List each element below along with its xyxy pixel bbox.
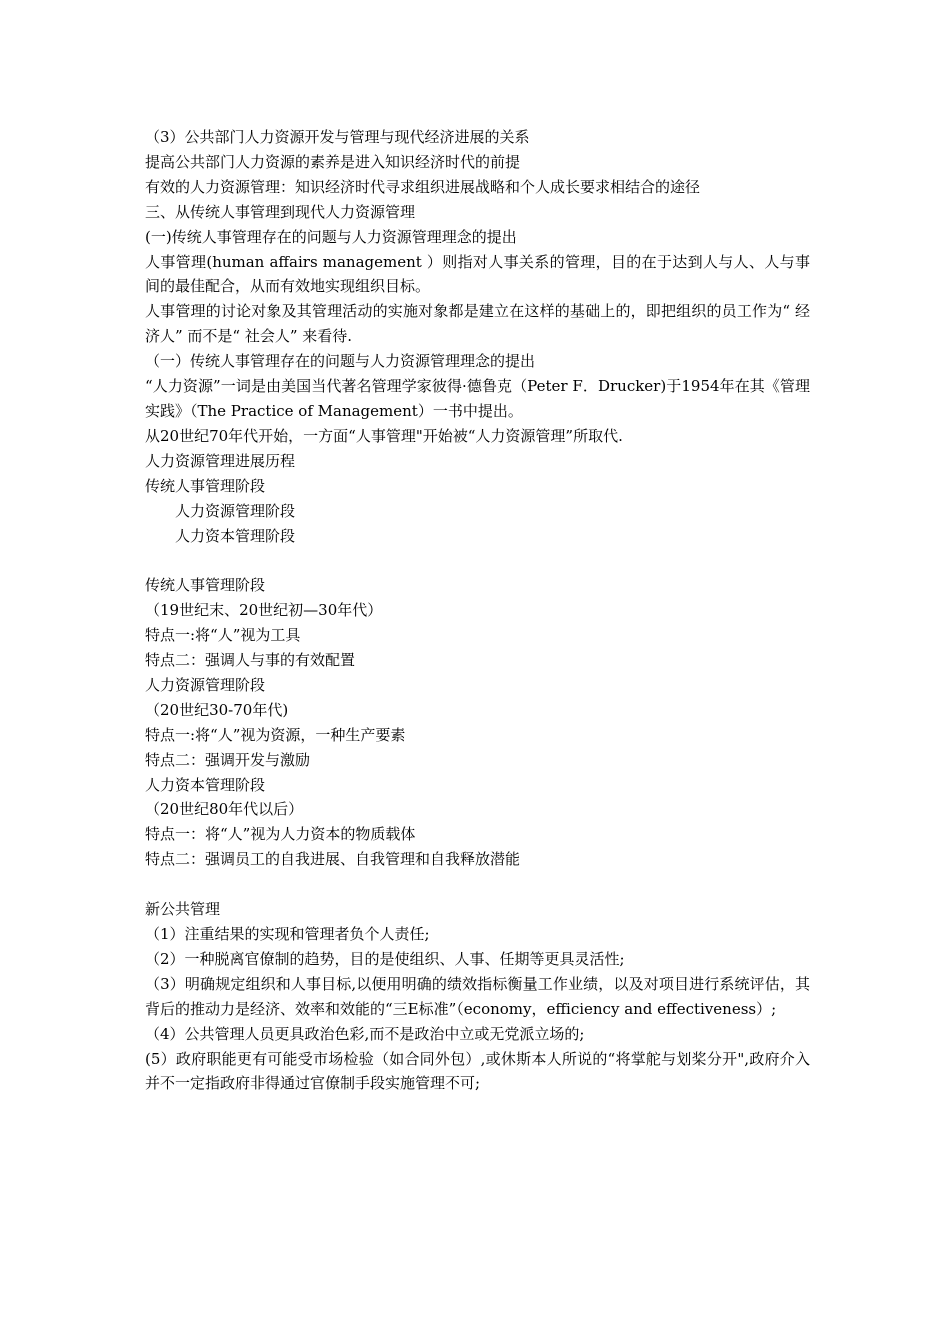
npm-item: （2）一种脱离官僚制的趋势，目的是使组织、人事、任期等更具灵活性;	[145, 949, 625, 968]
indented-stage: 人力资源管理阶段	[175, 501, 296, 520]
paragraph-drucker: “人力资源”一词是由美国当代著名管理学家彼得·德鲁克（Peter F．Drucker)于1954年在其《管理实践》（The Practice of Management）一书中提出。	[145, 377, 810, 420]
section-line: 提高公共部门人力资源的素养是进入知识经济时代的前提	[145, 152, 521, 171]
paragraph-line: 从20世纪70年代开始，一方面“人事管理"开始被“人力资源管理”所取代.	[145, 426, 623, 445]
stage-line: 特点一:将“人”视为工具	[145, 626, 301, 645]
indented-stage: 人力资本管理阶段	[175, 526, 296, 545]
section-heading: 三、从传统人事管理到现代人力资源管理	[145, 202, 416, 221]
stage-line: （20世纪80年代以后）	[145, 800, 304, 819]
paragraph-line: 人力资源管理进展历程	[145, 451, 296, 470]
subsection-heading: (一)传统人事管理存在的问题与人力资源管理理念的提出	[145, 227, 517, 246]
stage-line: 特点二：强调员工的自我进展、自我管理和自我释放潜能	[145, 850, 521, 869]
stage-line: 人力资本管理阶段	[145, 775, 266, 794]
stage-line: 特点一：将“人”视为人力资本的物质载体	[145, 825, 416, 844]
blank-line	[145, 548, 810, 573]
paragraph-personnel-definition: 人事管理(human affairs management ）则指对人事关系的管理，目的在于达到人与人、人与事间的最佳配合，从而有效地实现组织目标。	[145, 252, 810, 296]
stage-line: （19世纪末、20世纪初—30年代）	[145, 601, 383, 620]
stage-line: 传统人事管理阶段	[145, 576, 266, 595]
subsection-heading-repeat: （一）传统人事管理存在的问题与人力资源管理理念的提出	[145, 352, 536, 371]
npm-heading: 新公共管理	[145, 900, 221, 919]
section-line: （3）公共部门人力资源开发与管理与现代经济进展的关系	[145, 128, 530, 146]
stage-line: 特点一:将“人”视为资源，一种生产要素	[145, 725, 406, 744]
blank-line	[145, 872, 810, 897]
stage-line: 特点二：强调开发与激励	[145, 750, 311, 769]
stage-line: 人力资源管理阶段	[145, 675, 266, 694]
npm-item: （1）注重结果的实现和管理者负个人责任;	[145, 924, 430, 943]
document-page	[145, 125, 810, 1096]
stage-line: 特点二：强调人与事的有效配置	[145, 651, 356, 670]
section-line: 有效的人力资源管理：知识经济时代寻求组织进展战略和个人成长要求相结合的途径	[145, 177, 701, 196]
stage-line: （20世纪30-70年代)	[145, 700, 289, 719]
paragraph-personnel-basis: 人事管理的讨论对象及其管理活动的实施对象都是建立在这样的基础上的，即把组织的员工作为“ 经济人” 而不是“ 社会人” 来看待.	[145, 302, 810, 346]
paragraph-line: 传统人事管理阶段	[145, 476, 266, 495]
npm-item: （4）公共管理人员更具政治色彩,而不是政治中立或无党派立场的;	[145, 1024, 585, 1043]
npm-item: （3）明确规定组织和人事目标,以便用明确的绩效指标衡量工作业绩，以及对项目进行系统评估，其背后的推动力是经济、效率和效能的“三E标准”（economy，efficiency and effectiveness）;	[145, 974, 810, 1018]
npm-item: (5）政府职能更有可能受市场检验（如合同外包）,或休斯本人所说的“将掌舵与划桨分开",政府介入并不一定指政府非得通过官僚制手段实施管理不可;	[145, 1049, 810, 1093]
